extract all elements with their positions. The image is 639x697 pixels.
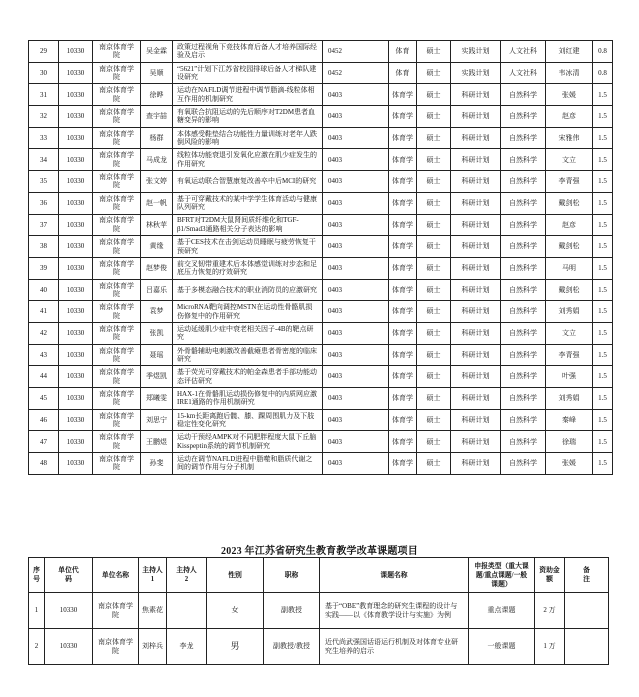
discipline-code: 0403 (323, 192, 389, 214)
discipline-name: 体育学 (389, 106, 417, 128)
degree-level: 硕士 (417, 149, 451, 171)
student-name: 张文婷 (141, 171, 173, 193)
plan-type: 科研计划 (451, 106, 501, 128)
project-title: “5621”计划下江苏省校园排球后备人才梯队建设研究 (173, 62, 323, 84)
student-name: 张凯 (141, 322, 173, 344)
funding-amount: 1.5 (593, 388, 613, 410)
discipline-name: 体育学 (389, 214, 417, 236)
subject-category: 自然科学 (501, 344, 546, 366)
host-position: 副教授/教授 (264, 629, 320, 665)
table-row (29, 84, 613, 106)
degree-level: 硕士 (417, 84, 451, 106)
plan-type: 科研计划 (451, 388, 501, 410)
degree-level: 硕士 (417, 301, 451, 323)
degree-level: 硕士 (417, 344, 451, 366)
student-name: 季煜凯 (141, 366, 173, 388)
row-number: 43 (29, 344, 59, 366)
funding-amount: 1.5 (593, 279, 613, 301)
project-title: 基于多模态融合技术的职业消防员的应激研究 (173, 279, 323, 301)
reform-project-table (28, 557, 609, 665)
project-title: 本体感受鞋垫结合功能性力量训练对老年人跌倒风险的影响 (173, 127, 323, 149)
unit-code: 10330 (59, 41, 93, 63)
discipline-name: 体育学 (389, 388, 417, 410)
unit-code: 10330 (59, 344, 93, 366)
row-number: 32 (29, 106, 59, 128)
discipline-name: 体育学 (389, 149, 417, 171)
subject-category: 自然科学 (501, 171, 546, 193)
funding-amount: 1.5 (593, 344, 613, 366)
project-title: 运动延缓肌少症中衰老相关因子-4B的靶点研究 (173, 322, 323, 344)
degree-level: 硕士 (417, 453, 451, 475)
plan-type: 科研计划 (451, 344, 501, 366)
degree-level: 硕士 (417, 171, 451, 193)
row-seq: 2 (29, 629, 45, 665)
table-row (29, 62, 613, 84)
unit-code: 10330 (59, 62, 93, 84)
table-row (29, 453, 613, 475)
discipline-code: 0403 (323, 149, 389, 171)
unit-code: 10330 (45, 629, 93, 665)
discipline-code: 0403 (323, 214, 389, 236)
table-row (29, 409, 613, 431)
table-row (29, 127, 613, 149)
degree-level: 硕士 (417, 322, 451, 344)
row-number: 44 (29, 366, 59, 388)
student-name: 查宇喆 (141, 106, 173, 128)
plan-type: 科研计划 (451, 236, 501, 258)
unit-code: 10330 (59, 106, 93, 128)
subject-category: 自然科学 (501, 214, 546, 236)
project-title: 运动在NAFLD调节进程中调节脂滴-线粒体相互作用的机制研究 (173, 84, 323, 106)
host-gender: 女 (207, 593, 264, 629)
discipline-name: 体育学 (389, 431, 417, 453)
discipline-name: 体育学 (389, 257, 417, 279)
row-number: 40 (29, 279, 59, 301)
student-name: 林秋苹 (141, 214, 173, 236)
discipline-code: 0452 (323, 41, 389, 63)
subject-category: 自然科学 (501, 322, 546, 344)
student-name: 黄缘 (141, 236, 173, 258)
row-number: 47 (29, 431, 59, 453)
funding-amount: 1.5 (593, 149, 613, 171)
discipline-code: 0403 (323, 344, 389, 366)
subject-category: 自然科学 (501, 453, 546, 475)
unit-name: 南京体育学院 (93, 409, 141, 431)
degree-level: 硕士 (417, 388, 451, 410)
discipline-name: 体育学 (389, 366, 417, 388)
plan-type: 科研计划 (451, 366, 501, 388)
supervisor-name: 李青强 (546, 344, 593, 366)
funding-amount: 0.8 (593, 41, 613, 63)
student-name: 杨群 (141, 127, 173, 149)
row-seq: 1 (29, 593, 45, 629)
student-name: 赵梦俊 (141, 257, 173, 279)
unit-code: 10330 (59, 453, 93, 475)
table-row (29, 41, 613, 63)
funding-amount: 1.5 (593, 106, 613, 128)
row-number: 35 (29, 171, 59, 193)
plan-type: 科研计划 (451, 84, 501, 106)
subject-category: 自然科学 (501, 84, 546, 106)
header-host1: 主持人1 (139, 558, 167, 593)
degree-level: 硕士 (417, 127, 451, 149)
student-name: 吕嘉乐 (141, 279, 173, 301)
degree-level: 硕士 (417, 192, 451, 214)
project-title: 有氧联合抗阻运动的先后顺序对T2DM患者血糖变异的影响 (173, 106, 323, 128)
unit-code: 10330 (59, 409, 93, 431)
supervisor-name: 马明 (546, 257, 593, 279)
discipline-code: 0403 (323, 453, 389, 475)
unit-code: 10330 (59, 388, 93, 410)
discipline-name: 体育学 (389, 279, 417, 301)
project-title: 15-km长距离跑后髋、膝、踝周围肌力及下肢稳定性变化研究 (173, 409, 323, 431)
discipline-name: 体育学 (389, 192, 417, 214)
subject-category: 自然科学 (501, 192, 546, 214)
row-number: 33 (29, 127, 59, 149)
discipline-name: 体育学 (389, 236, 417, 258)
project-title: BFRT对T2DM大鼠肾间质纤维化和TGF-β1/Smad3通路相关分子表达的影响 (173, 214, 323, 236)
discipline-code: 0403 (323, 388, 389, 410)
subject-category: 自然科学 (501, 236, 546, 258)
table-row (29, 149, 613, 171)
unit-code: 10330 (59, 366, 93, 388)
funding-amount: 1.5 (593, 366, 613, 388)
supervisor-name: 李青强 (546, 171, 593, 193)
table-row (29, 106, 613, 128)
subject-category: 人文社科 (501, 62, 546, 84)
plan-type: 科研计划 (451, 127, 501, 149)
project-title: 前交叉韧带重建术后本体感觉训练对步态和足底压力恢复的疗效研究 (173, 257, 323, 279)
discipline-code: 0403 (323, 301, 389, 323)
supervisor-name: 戴剑松 (546, 236, 593, 258)
subject-category: 自然科学 (501, 127, 546, 149)
discipline-code: 0403 (323, 171, 389, 193)
unit-name: 南京体育学院 (93, 453, 141, 475)
funding-amount: 1.5 (593, 171, 613, 193)
plan-type: 科研计划 (451, 409, 501, 431)
header-position: 职称 (264, 558, 320, 593)
discipline-name: 体育学 (389, 322, 417, 344)
header-unit-code: 单位代码 (45, 558, 93, 593)
funding-amount: 1.5 (593, 431, 613, 453)
degree-level: 硕士 (417, 62, 451, 84)
discipline-name: 体育学 (389, 171, 417, 193)
unit-code: 10330 (59, 279, 93, 301)
table-row (29, 257, 613, 279)
discipline-code: 0403 (323, 127, 389, 149)
section-title: 2023 年江苏省研究生教育教学改革课题项目 (221, 546, 418, 557)
unit-name: 南京体育学院 (93, 629, 139, 665)
plan-type: 科研计划 (451, 453, 501, 475)
header-host2: 主持人2 (167, 558, 207, 593)
unit-code: 10330 (59, 192, 93, 214)
plan-type: 实践计划 (451, 41, 501, 63)
discipline-code: 0403 (323, 322, 389, 344)
funding-amount: 1.5 (593, 409, 613, 431)
discipline-code: 0403 (323, 84, 389, 106)
unit-code: 10330 (59, 301, 93, 323)
plan-type: 科研计划 (451, 149, 501, 171)
degree-level: 硕士 (417, 431, 451, 453)
supervisor-name: 刘秀娟 (546, 388, 593, 410)
funding-amount: 0.8 (593, 62, 613, 84)
unit-name: 南京体育学院 (93, 214, 141, 236)
subject-category: 自然科学 (501, 279, 546, 301)
discipline-name: 体育学 (389, 344, 417, 366)
unit-name: 南京体育学院 (93, 62, 141, 84)
discipline-name: 体育学 (389, 453, 417, 475)
supervisor-name: 秦峰 (546, 409, 593, 431)
subject-category: 自然科学 (501, 257, 546, 279)
host-gender: 男 (207, 629, 264, 665)
table-row (29, 192, 613, 214)
row-number: 46 (29, 409, 59, 431)
unit-code: 10330 (59, 214, 93, 236)
row-number: 31 (29, 84, 59, 106)
project-title: 基于可穿戴技术的某中学学生体育活动与健康队列研究 (173, 192, 323, 214)
unit-name: 南京体育学院 (93, 192, 141, 214)
discipline-code: 0452 (323, 62, 389, 84)
degree-level: 硕士 (417, 214, 451, 236)
unit-code: 10330 (59, 322, 93, 344)
unit-name: 南京体育学院 (93, 41, 141, 63)
unit-name: 南京体育学院 (93, 431, 141, 453)
unit-code: 10330 (45, 593, 93, 629)
funding-amount: 1.5 (593, 236, 613, 258)
supervisor-name: 徐瑞 (546, 431, 593, 453)
unit-code: 10330 (59, 149, 93, 171)
unit-name: 南京体育学院 (93, 388, 141, 410)
plan-type: 科研计划 (451, 171, 501, 193)
project-title: 政策过程视角下竞技体育后备人才培养国际经验及启示 (173, 41, 323, 63)
project-title: 运动干预经AMPK对不同肥胖程度大鼠下丘脑Kisspeptin系统的调节机制研究 (173, 431, 323, 453)
supervisor-name: 戴剑松 (546, 279, 593, 301)
unit-name: 南京体育学院 (93, 344, 141, 366)
funding-amount: 1.5 (593, 322, 613, 344)
host2-name: 李龙 (167, 629, 207, 665)
host2-name (167, 593, 207, 629)
supervisor-name: 文立 (546, 149, 593, 171)
row-number: 37 (29, 214, 59, 236)
unit-name: 南京体育学院 (93, 149, 141, 171)
project-title: 近代尚武强国话语运行机制及对体育专业研究生培养的启示 (320, 629, 469, 665)
degree-level: 硕士 (417, 279, 451, 301)
row-number: 30 (29, 62, 59, 84)
student-name: 王鹏煜 (141, 431, 173, 453)
project-title: 线粒体功能衰退引发氧化应激在肌少症发生的作用研究 (173, 149, 323, 171)
plan-type: 科研计划 (451, 257, 501, 279)
table-row (29, 629, 609, 665)
funding-amount: 1 万 (535, 629, 565, 665)
project-title: 运动在调节NAFLD进程中脂噬和脂质代谢之间的调节作用与分子机制 (173, 453, 323, 475)
row-number: 39 (29, 257, 59, 279)
project-title: 基于“OBE”教育理念的研究生课程的设计与实践——以《体育教学设计与实施》为例 (320, 593, 469, 629)
student-name: 徐晔 (141, 84, 173, 106)
row-number: 48 (29, 453, 59, 475)
plan-type: 科研计划 (451, 214, 501, 236)
funding-amount: 1.5 (593, 214, 613, 236)
student-name: 赵一帆 (141, 192, 173, 214)
host1-name: 焦素花 (139, 593, 167, 629)
unit-code: 10330 (59, 171, 93, 193)
unit-name: 南京体育学院 (93, 279, 141, 301)
header-project-title: 课题名称 (320, 558, 469, 593)
discipline-code: 0403 (323, 257, 389, 279)
student-name: 袁梦 (141, 301, 173, 323)
supervisor-name: 叶强 (546, 366, 593, 388)
table-row (29, 388, 613, 410)
header-gender: 性别 (207, 558, 264, 593)
supervisor-name: 韦冰清 (546, 62, 593, 84)
funding-amount: 1.5 (593, 84, 613, 106)
table-row (29, 593, 609, 629)
supervisor-name: 刘红建 (546, 41, 593, 63)
student-name: 刘思宁 (141, 409, 173, 431)
funding-amount: 1.5 (593, 257, 613, 279)
discipline-name: 体育学 (389, 84, 417, 106)
student-name: 聂瑶 (141, 344, 173, 366)
table-row (29, 279, 613, 301)
subject-category: 自然科学 (501, 431, 546, 453)
degree-level: 硕士 (417, 409, 451, 431)
unit-name: 南京体育学院 (93, 84, 141, 106)
funding-amount: 1.5 (593, 192, 613, 214)
row-number: 42 (29, 322, 59, 344)
project-title: HAX-1在骨骼肌运动损伤修复中的内质网应激IRE1通路的作用机制研究 (173, 388, 323, 410)
funding-amount: 1.5 (593, 301, 613, 323)
project-title: 基于荧光可穿戴技术的帕金森患者手部功能动态评估研究 (173, 366, 323, 388)
funding-amount: 2 万 (535, 593, 565, 629)
row-number: 38 (29, 236, 59, 258)
project-title: 外骨骼辅助电刺激改善截瘫患者骨密度的临床研究 (173, 344, 323, 366)
discipline-code: 0403 (323, 431, 389, 453)
supervisor-name: 张媛 (546, 84, 593, 106)
unit-name: 南京体育学院 (93, 171, 141, 193)
discipline-code: 0403 (323, 366, 389, 388)
student-name: 吴金霖 (141, 41, 173, 63)
row-number: 41 (29, 301, 59, 323)
notes (565, 593, 609, 629)
unit-code: 10330 (59, 84, 93, 106)
supervisor-name: 张媛 (546, 453, 593, 475)
unit-name: 南京体育学院 (93, 322, 141, 344)
discipline-name: 体育学 (389, 409, 417, 431)
supervisor-name: 文立 (546, 322, 593, 344)
student-name: 马成龙 (141, 149, 173, 171)
header-funding: 资助金额 (535, 558, 565, 593)
unit-name: 南京体育学院 (93, 301, 141, 323)
table-row (29, 301, 613, 323)
subject-category: 自然科学 (501, 301, 546, 323)
plan-type: 科研计划 (451, 301, 501, 323)
project-title: 有氧运动联合智慧康复改善卒中后MCI的研究 (173, 171, 323, 193)
application-type: 一般课题 (469, 629, 535, 665)
student-name: 郑曦雯 (141, 388, 173, 410)
unit-name: 南京体育学院 (93, 366, 141, 388)
subject-category: 人文社科 (501, 41, 546, 63)
project-title: MicroRNA靶向调控MSTN在运动性骨骼肌损伤修复中的作用研究 (173, 301, 323, 323)
degree-level: 硕士 (417, 41, 451, 63)
row-number: 36 (29, 192, 59, 214)
discipline-name: 体育 (389, 41, 417, 63)
funding-amount: 1.5 (593, 453, 613, 475)
row-number: 34 (29, 149, 59, 171)
discipline-code: 0403 (323, 279, 389, 301)
notes (565, 629, 609, 665)
discipline-code: 0403 (323, 409, 389, 431)
row-number: 45 (29, 388, 59, 410)
subject-category: 自然科学 (501, 388, 546, 410)
student-name: 吴顺 (141, 62, 173, 84)
table-row (29, 431, 613, 453)
plan-type: 科研计划 (451, 279, 501, 301)
discipline-name: 体育 (389, 62, 417, 84)
subject-category: 自然科学 (501, 106, 546, 128)
unit-code: 10330 (59, 236, 93, 258)
table-row (29, 171, 613, 193)
row-number: 29 (29, 41, 59, 63)
unit-code: 10330 (59, 257, 93, 279)
table-row (29, 366, 613, 388)
table-row (29, 236, 613, 258)
degree-level: 硕士 (417, 366, 451, 388)
unit-name: 南京体育学院 (93, 127, 141, 149)
discipline-code: 0403 (323, 106, 389, 128)
discipline-name: 体育学 (389, 301, 417, 323)
supervisor-name: 刘秀娟 (546, 301, 593, 323)
plan-type: 实践计划 (451, 62, 501, 84)
discipline-name: 体育学 (389, 127, 417, 149)
subject-category: 自然科学 (501, 366, 546, 388)
subject-category: 自然科学 (501, 149, 546, 171)
table-row (29, 344, 613, 366)
header-unit-name: 单位名称 (93, 558, 139, 593)
project-title: 基于CES技术在击剑运动员睡眠与疲劳恢复干预研究 (173, 236, 323, 258)
unit-name: 南京体育学院 (93, 106, 141, 128)
header-application-type: 申报类型（重大课题/重点课题/一般课题） (469, 558, 535, 593)
degree-level: 硕士 (417, 257, 451, 279)
supervisor-name: 戴剑松 (546, 192, 593, 214)
student-name: 孙斐 (141, 453, 173, 475)
unit-name: 南京体育学院 (93, 257, 141, 279)
header-seq: 序号 (29, 558, 45, 593)
table-header-row (29, 558, 609, 593)
table-row (29, 322, 613, 344)
plan-type: 科研计划 (451, 192, 501, 214)
header-notes: 备注 (565, 558, 609, 593)
supervisor-name: 宋雅伟 (546, 127, 593, 149)
subject-category: 自然科学 (501, 409, 546, 431)
table-row (29, 214, 613, 236)
funding-amount: 1.5 (593, 127, 613, 149)
host1-name: 刘梓兵 (139, 629, 167, 665)
unit-name: 南京体育学院 (93, 236, 141, 258)
degree-level: 硕士 (417, 106, 451, 128)
supervisor-name: 赵彦 (546, 214, 593, 236)
unit-name: 南京体育学院 (93, 593, 139, 629)
graduate-program-table (28, 40, 613, 475)
discipline-code: 0403 (323, 236, 389, 258)
unit-code: 10330 (59, 431, 93, 453)
unit-code: 10330 (59, 127, 93, 149)
plan-type: 科研计划 (451, 322, 501, 344)
application-type: 重点课题 (469, 593, 535, 629)
plan-type: 科研计划 (451, 431, 501, 453)
supervisor-name: 赵彦 (546, 106, 593, 128)
degree-level: 硕士 (417, 236, 451, 258)
host-position: 副教授 (264, 593, 320, 629)
